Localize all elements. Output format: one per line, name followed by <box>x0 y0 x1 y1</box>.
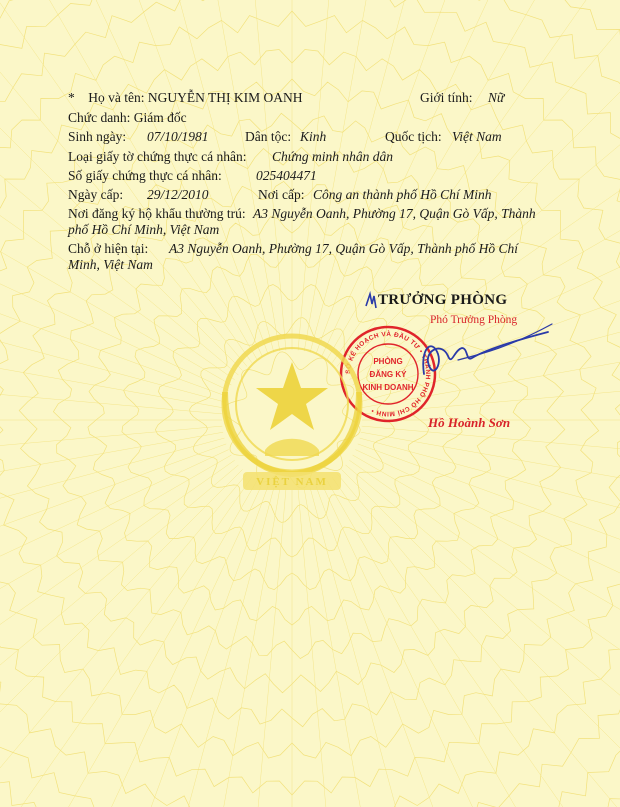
loai-giay-value: Chứng minh nhân dân <box>272 149 393 164</box>
ho-va-ten-value: NGUYỄN THỊ KIM OANH <box>147 90 303 105</box>
bullet-mark: * <box>68 90 85 105</box>
noi-cap-value: Công an thành phố Hồ Chí Minh <box>313 187 492 202</box>
so-giay-value: 025404471 <box>256 168 317 183</box>
thuong-tru-label: Nơi đăng ký hộ khẩu thường trú: <box>68 206 246 221</box>
field-gioi-tinh <box>420 90 504 106</box>
seal-line-2: ĐĂNG KÝ <box>369 370 407 379</box>
handwritten-signature <box>362 288 562 398</box>
gioi-tinh-label: Giới tính: <box>420 90 473 105</box>
gioi-tinh-value: Nữ <box>487 90 505 105</box>
signature-subtitle: Phó Trưởng Phòng <box>430 314 518 326</box>
quoc-tich-label: Quốc tịch: <box>385 129 442 144</box>
sinh-ngay-value: 07/10/1981 <box>147 129 209 144</box>
thuong-tru-value-line2: phố Hồ Chí Minh, Việt Nam <box>68 222 220 237</box>
signature-title: TRƯỞNG PHÒNG <box>378 292 508 308</box>
signatory-name: Hồ Hoành Sơn <box>428 415 511 430</box>
field-ho-va-ten <box>68 90 303 106</box>
quoc-tich-value: Việt Nam <box>452 129 502 144</box>
loai-giay-label: Loại giấy tờ chứng thực cá nhân: <box>68 149 247 164</box>
thuong-tru-value-line1: A3 Nguyễn Oanh, Phường 17, Quận Gò Vấp, Thành <box>253 206 536 221</box>
sinh-ngay-label: Sinh ngày: <box>68 129 127 144</box>
ho-va-ten-label: Họ và tên: <box>88 90 145 105</box>
field-chuc-danh: Chức danh: Giám đốc <box>68 110 187 125</box>
so-giay-label: Số giấy chứng thực cá nhân: <box>68 168 222 183</box>
seal-line-3: KINH DOANH <box>362 383 414 392</box>
hien-tai-label: Chỗ ở hiện tại: <box>68 241 149 256</box>
noi-cap-label: Nơi cấp: <box>258 187 305 202</box>
dan-toc-label: Dân tộc: <box>245 129 292 144</box>
dan-toc-value: Kinh <box>300 129 327 144</box>
seal-line-1: PHÒNG <box>373 357 403 366</box>
hien-tai-value-line1: A3 Nguyễn Oanh, Phường 17, Quận Gò Vấp, Thành phố Hồ Chí <box>169 241 519 256</box>
hien-tai-value-line2: Minh, Việt Nam <box>68 257 153 272</box>
ngay-cap-value: 29/12/2010 <box>147 187 209 202</box>
seal-ring-text: SỞ KẾ HOẠCH VÀ ĐẦU TƯ • THÀNH PHỐ HỒ CHÍ MINH • <box>344 330 432 418</box>
ngay-cap-label: Ngày cấp: <box>68 187 124 202</box>
national-emblem-watermark <box>205 322 380 512</box>
emblem-banner: VIỆT NAM <box>256 476 328 488</box>
